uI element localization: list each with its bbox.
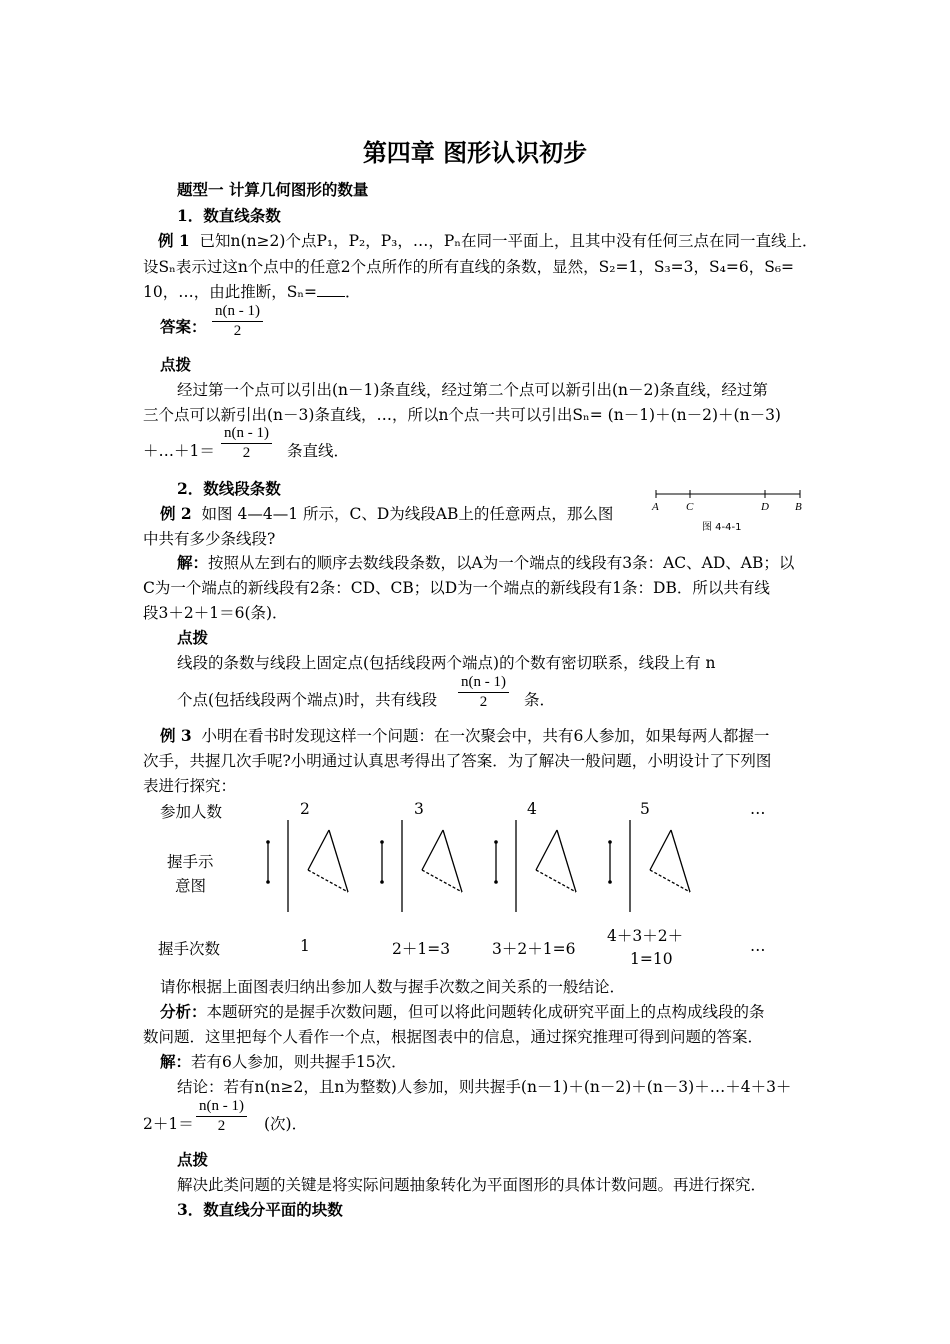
tip-1-line-2: 三个点可以新引出(n－3)条直线，…，所以n个点一共可以引出Sₙ= (n－1)＋(n－2)＋(n－3) <box>143 406 781 424</box>
tip-1-line-3-post: 条直线． <box>287 442 350 460</box>
solution-text: 按照从左到右的顺序去数线段条数，以A为一个端点的线段有3条：AC、AD、AB；以 <box>208 554 795 572</box>
tip-2-line-2-pre: 个点(包括线段两个端点)时，共有线段 <box>177 691 438 709</box>
point-label-C: C <box>686 501 694 513</box>
subsection-heading-3: 3．数直线分平面的块数 <box>177 1200 343 1219</box>
tip-label-3: 点拨 <box>177 1150 209 1169</box>
subsection-heading-1: 1．数直线条数 <box>177 206 281 225</box>
table-cell-count-line-2: 1=10 <box>630 950 673 968</box>
tip-3-text: 解决此类问题的关键是将实际问题抽象转化为平面图形的具体计数问题。再进行探究． <box>177 1176 767 1194</box>
table-cell-count: 2＋1=3 <box>392 940 451 958</box>
example-label: 例 2 <box>160 504 192 523</box>
solution-3-line-1 <box>160 1050 407 1072</box>
tip-label-2: 点拨 <box>177 628 209 647</box>
page-title: 第四章 图形认识初步 <box>362 138 588 167</box>
answer-fraction <box>212 303 263 340</box>
answer-blank <box>317 284 345 297</box>
handshake-diagram-3 <box>374 820 474 912</box>
table-cell-count: 4＋3＋2＋ <box>607 927 684 945</box>
solution-3-line-3-post: (次)． <box>264 1115 308 1133</box>
analysis-text: 本题研究的是握手次数问题，但可以将此问题转化成研究平面上的点构成线段的条 <box>206 1003 765 1021</box>
handshake-diagram-4 <box>488 820 588 912</box>
fraction-denominator: 2 <box>217 1118 226 1134</box>
solution-label: 解： <box>160 1052 192 1071</box>
answer-label: 答案： <box>160 317 207 336</box>
handshake-diagram-2 <box>260 820 360 912</box>
table-row-label-count: 握手次数 <box>158 940 221 958</box>
solution-2-line-2: C为一个端点的新线段有2条：CD、CB；以D为一个端点的新线段有1条：DB．所以共有线 <box>143 579 770 597</box>
example-text: 小明在看书时发现这样一个问题：在一次聚会中，共有6人参加，如果每两人都握一 <box>201 727 770 745</box>
tip-2-line-2-post: 条． <box>524 691 556 709</box>
solution-2-line-1 <box>177 551 794 573</box>
table-cell-count: 1 <box>300 937 310 955</box>
solution-label: 解： <box>177 553 209 572</box>
fraction-bar <box>196 1116 247 1117</box>
solution-2-line-3: 段3＋2＋1＝6(条)． <box>143 604 288 622</box>
example-text: 10，…，由此推断，Sₙ= <box>143 283 318 301</box>
tip-2-line-1: 线段的条数与线段上固定点(包括线段两个端点)的个数有密切联系，线段上有 n <box>177 654 716 672</box>
table-row-label-people: 参加人数 <box>160 803 223 821</box>
point-label-A: A <box>652 501 659 513</box>
table-row-label-diagram-2: 意图 <box>175 877 207 895</box>
example-1-line-1 <box>158 229 818 251</box>
fraction-bar <box>458 692 509 693</box>
fraction-denominator: 2 <box>242 445 251 461</box>
fraction-numerator: n(n - 1) <box>215 303 260 319</box>
table-cell-people: 5 <box>640 800 650 818</box>
tip-1-line-3-pre: ＋…＋1＝ <box>143 442 215 460</box>
example-3-question: 请你根据上面图表归纳出参加人数与握手次数之间关系的一般结论． <box>160 978 626 996</box>
section-heading: 题型一 计算几何图形的数量 <box>177 180 369 199</box>
figure-caption: 图 4-4-1 <box>702 522 742 533</box>
table-cell-people: 2 <box>300 800 310 818</box>
table-cell-count: … <box>750 937 766 955</box>
fraction-numerator: n(n - 1) <box>199 1098 244 1114</box>
solution-text: 若有6人参加，则共握手15次． <box>191 1053 407 1071</box>
tip-2-fraction <box>458 674 509 711</box>
example-2-line-2: 中共有多少条线段? <box>143 530 276 548</box>
analysis-label: 分析： <box>160 1002 207 1021</box>
example-label: 例 1 <box>158 231 190 250</box>
table-cell-people: … <box>750 800 766 818</box>
solution-3-fraction <box>196 1098 247 1135</box>
table-cell-people: 4 <box>527 800 537 818</box>
fraction-denominator: 2 <box>233 323 242 339</box>
table-cell-count: 3＋2＋1=6 <box>492 940 576 958</box>
example-1-line-3 <box>143 280 361 302</box>
analysis-line-2: 数问题．这里把每个人看作一个点，根据图表中的信息，通过探究推理可得到问题的答案． <box>143 1028 764 1046</box>
fraction-denominator: 2 <box>479 694 488 710</box>
example-label: 例 3 <box>160 726 192 745</box>
table-cell-people: 3 <box>414 800 424 818</box>
example-3-line-3: 表进行探究： <box>143 777 237 795</box>
fraction-bar <box>212 321 263 322</box>
subsection-heading-2: 2．数线段条数 <box>177 479 281 498</box>
fraction-numerator: n(n - 1) <box>461 674 506 690</box>
punctuation: ． <box>345 283 361 301</box>
example-3-line-1 <box>160 724 769 746</box>
example-1-line-2: 设Sₙ表示过这n个点中的任意2个点所作的所有直线的条数，显然，S₂=1，S₃=3，S₄=6，S₆= <box>143 258 795 276</box>
fraction-numerator: n(n - 1) <box>224 425 269 441</box>
point-label-B: B <box>795 501 802 513</box>
example-text: 已知n(n≥2)个点P₁，P₂，P₃，…，Pₙ在同一平面上，且其中没有任何三点在同一直线上． <box>199 232 818 250</box>
example-text: 如图 4—4—1 所示，C、D为线段AB上的任意两点，那么图 <box>201 505 614 523</box>
table-row-label-diagram-1: 握手示 <box>167 853 214 871</box>
tip-1-line-1: 经过第一个点可以引出(n－1)条直线，经过第二个点可以新引出(n－2)条直线，经过第 <box>177 381 768 399</box>
point-label-D: D <box>761 501 769 513</box>
handshake-diagram-5 <box>602 820 702 912</box>
tip-1-fraction <box>221 425 272 462</box>
example-3-line-2: 次手，共握几次手呢?小明通过认真思考得出了答案．为了解决一般问题，小明设计了下列图 <box>143 752 772 770</box>
example-2-line-1 <box>160 502 613 524</box>
figure-4-4-1 <box>650 484 810 540</box>
fraction-bar <box>221 443 272 444</box>
solution-3-line-3-pre: 2＋1＝ <box>143 1115 194 1133</box>
solution-3-line-2: 结论：若有n(n≥2，且n为整数)人参加，则共握手(n－1)＋(n－2)＋(n－3)＋…＋4＋3＋ <box>177 1078 792 1096</box>
tip-label-1: 点拨 <box>160 355 192 374</box>
analysis-line-1 <box>160 1000 765 1022</box>
